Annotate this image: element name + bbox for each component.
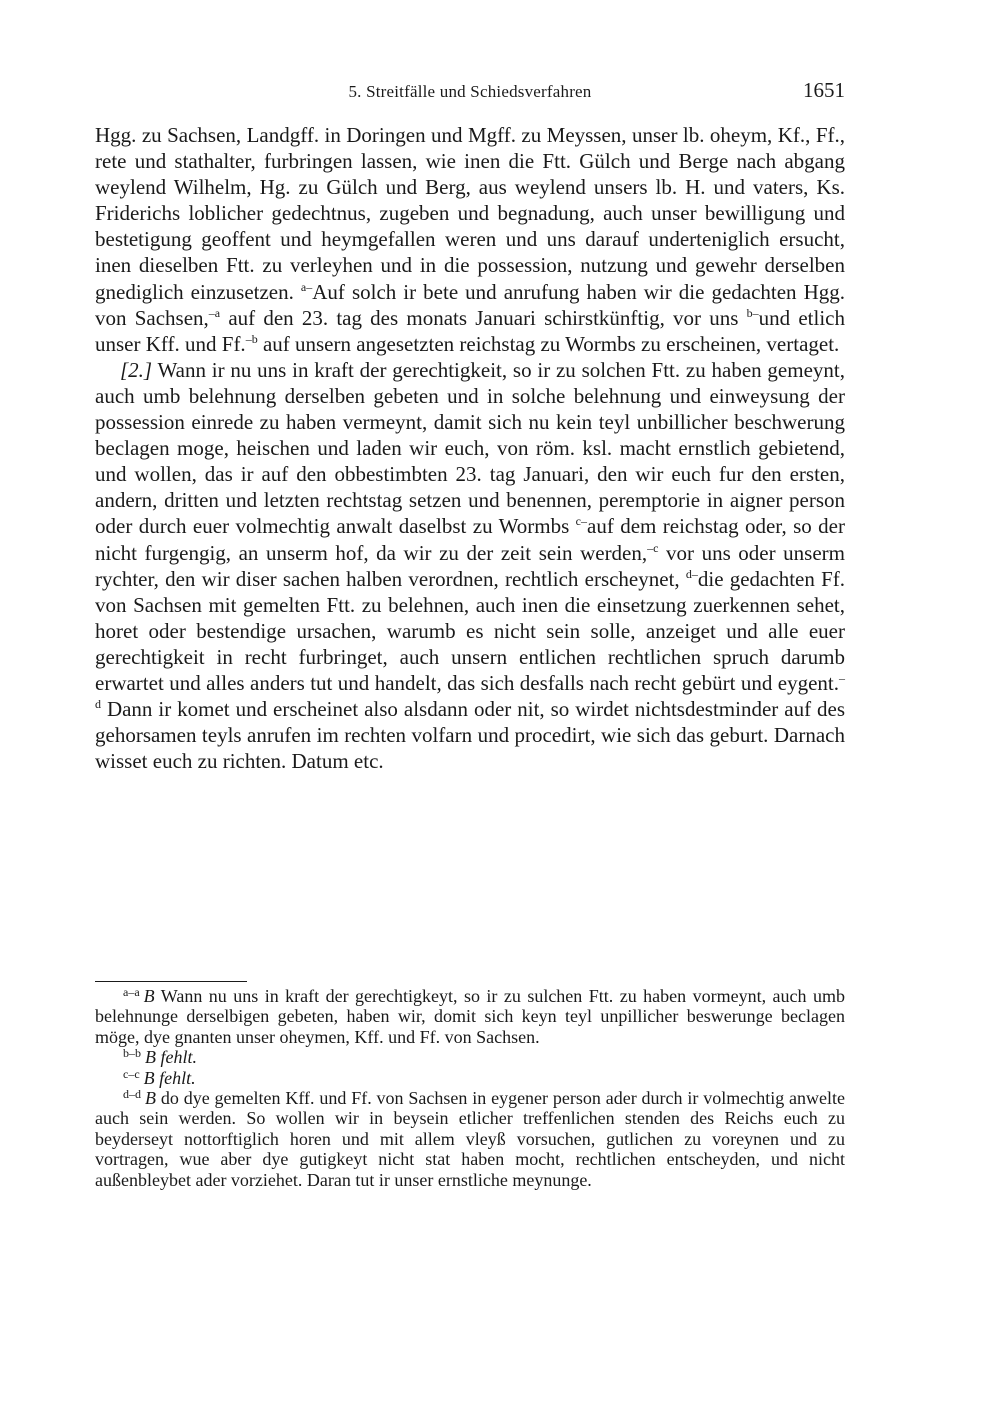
footnote-siglum: B fehlt. — [143, 1067, 196, 1088]
footnote-a — [95, 986, 845, 1047]
footnote-siglum: B — [145, 1088, 156, 1109]
paragraph-2-text: vor uns oder unserm rychter, den wir diser sachen halben verordnen, rechtlich erscheynet, — [95, 540, 845, 591]
note-marker-b-open: b– — [746, 305, 759, 320]
footnote-mark: c–c — [123, 1066, 140, 1081]
note-marker-c-close: –c — [647, 540, 659, 555]
page-header — [95, 78, 845, 108]
paragraph-2-text: auf dem reichstag oder, so der nicht furgengig, an unserm hof, da wir zu der zeit sein werden, — [95, 514, 845, 565]
footnote-siglum: B fehlt. — [145, 1047, 197, 1068]
footnote-mark: b–b — [123, 1046, 141, 1061]
paragraph-1-text: Hgg. zu Sachsen, Landgff. in Doringen und Mgff. zu Meyssen, unser lb. oheym, Kf., Ff., rete und stathalter, furbringen lassen, wie inen die Ftt. Gülch und Berge nach abgang weylend Wilhelm, Hg. zu Gülch und Berg, aus weylend unsers lb. H. und vaters, Ks. Friderichs loblicher gedechtnus, zugeben und begnadung, auch unser bewilligung und bestetigung geoffent und heymgefallen weren und uns darauf underteniglich ersucht, inen dieselben Ftt. zu verleyhen und in die possession, nutzung und gewehr derselben gnediglich einzusetzen. — [95, 123, 845, 304]
footnote-text: do dye gemelten Kff. und Ff. von Sachsen in eygener person ader durch ir volmechtig anwelte auch sein werden. So wollen wir in beysein etlicher treffenlichen stenden des Reichs euch zu beyderseyt nottorftiglich horen und mit allem vleyß vorsuchen, gutlichen zu voreynen und zu vortragen, wue aber dye gutigkeyt nicht stat haben mocht, rechtlichen entscheyden, und nicht außenbleybet ader vorziehet. Daran tut ir unser ernstliche meynunge. — [95, 1088, 846, 1190]
footnote-divider — [95, 981, 247, 982]
note-marker-a-open: a– — [300, 279, 313, 294]
note-marker-a-close: –a — [208, 305, 221, 320]
footnote-d — [95, 1088, 845, 1190]
paragraph-2-text: die gedachten Ff. von Sachsen mit gemelten Ftt. zu belehnen, auch inen die einsetzung zuerkennen sehet, horet oder bestendige ursachen, warumb es nicht sein solle, anzeiget und alle euer gerechtigkeit in recht furbringet, auch unsern entlichen rechtlichen spruch darumb erwartet und alles anders tut und handelt, das sich desfalls nach recht gebürt und eygent. — [95, 566, 845, 695]
footnote-siglum: B — [143, 986, 155, 1006]
footnote-mark: a–a — [123, 985, 140, 999]
note-marker-c-open: c– — [575, 514, 587, 529]
paragraph-1-text: Auf solch ir bete und anrufung haben wir die gedachten Hgg. von Sachsen, — [95, 279, 846, 330]
paragraph-1-text: und etlich unser Kff. und Ff. — [95, 305, 845, 356]
page-number: 1651 — [803, 78, 845, 102]
footnote-c — [95, 1068, 845, 1088]
footnote-mark: d–d — [123, 1087, 141, 1102]
note-marker-d-open: d– — [685, 566, 698, 581]
footnote-text: Wann nu uns in kraft der gerechtigkeyt, so ir zu sulchen Ftt. zu haben vormeynt, auch umb belehnunge derselbigen gebeten, haben wir, domit sich keyn teyl unpillicher beswerunge beclagen möge, dye gnanten unser oheymen, Kff. und Ff. von Sachsen. — [95, 986, 845, 1047]
paragraph-1-text: auf den 23. tag des monats Januari schirstkünftig, vor uns — [220, 305, 747, 330]
footnote-b — [95, 1047, 845, 1067]
paragraph-2-text: Wann ir nu uns in kraft der gerechtigkeit, so ir zu solchen Ftt. zu haben gemeynt, auch umb belehnung derselben gebeten und in solche belehnung und einweysung der possession einrede zu haben vermeynt, damit sich nu kein teyl unbillicher beschwerung beclagen moge, heischen und laden wir euch, von röm. ksl. macht ernstlich gebietend, und wollen, das ir auf den obbestimbten 23. tag Januari, den wir euch fur den ersten, andern, dritten und letzten rechtstag setzen und benennen, peremptorie in aigner person oder durch euer volmechtig anwalt daselbst zu Wormbs — [95, 357, 845, 539]
paragraph-2-text: Dann ir komet und erscheinet also alsdann oder nit, so wirdet nichtsdestminder auf des gehorsamen teyls anrufen im rechten volfarn und procedirt, wie sich das geburt. Darnach wisset euch zu richten. Datum etc. — [95, 697, 845, 774]
note-marker-d-close: –d — [95, 670, 845, 712]
footnotes — [95, 986, 845, 1190]
paragraph-2 — [95, 357, 845, 775]
main-text — [95, 122, 845, 774]
running-head: 5. Streitfälle und Schiedsverfahren — [348, 82, 592, 101]
paragraph-1 — [95, 122, 845, 357]
note-marker-b-close: –b — [245, 331, 258, 346]
paragraph-number: [2.] — [120, 357, 153, 382]
paragraph-1-text: auf unsern angesetzten reichstag zu Wormbs zu erscheinen, vertaget. — [257, 331, 840, 356]
